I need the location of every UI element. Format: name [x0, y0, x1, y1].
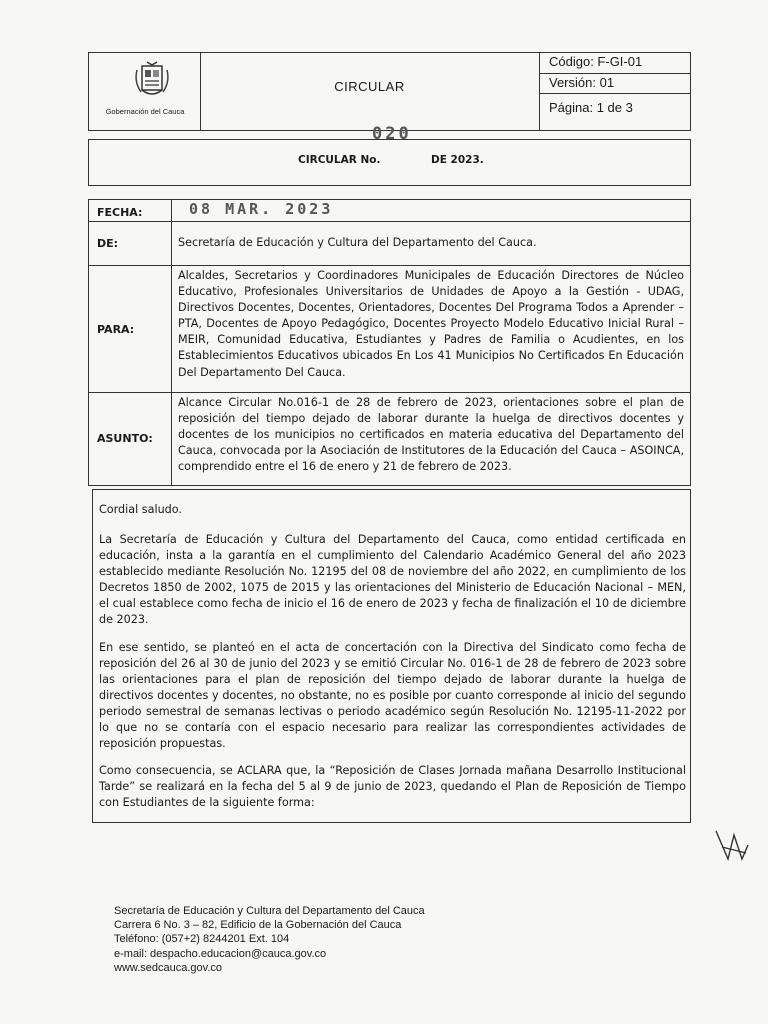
fecha-label: FECHA:	[97, 206, 143, 219]
footer-website: www.sedcauca.gov.co	[114, 961, 223, 974]
asunto-value: Alcance Circular No.016-1 de 28 de febrero de 2023, orientaciones sobre el plan de reposición del tiempo dejado de laborar durante la huelga de directivos docentes y docentes de los municipios no certificados en materia educativa del Departamento del Cauca, convocada por la Asociación de Institutores de la Educación del Cauca – ASOINCA, comprendido entre el 16 de enero y 21 de febrero de 2023.	[178, 396, 684, 474]
para-label: PARA:	[97, 323, 135, 336]
paragraph-1: La Secretaría de Educación y Cultura del Departamento del Cauca, como entidad certificada en educación, insta a la garantía en el cumplimiento del Calendario Académico General del año 2023 establecido mediante Resolución No. 12195 del 08 de noviembre del año 2022, en cumplimiento de los Decretos 1850 de 2002, 1075 de 2015 y las orientaciones del Ministerio de Educación Nacional – MEN, el cual establece como fecha de inicio el 16 de enero de 2023 y fecha de finalización el 10 de diciembre de 2023.	[99, 533, 686, 626]
header-fields-table	[88, 199, 691, 486]
greeting: Cordial saludo.	[99, 503, 182, 516]
circular-number-box	[88, 139, 691, 186]
document-type-title: CIRCULAR	[334, 79, 405, 94]
fecha-date-stamp: 08 MAR. 2023	[189, 200, 334, 218]
circular-no-label: CIRCULAR No.	[298, 154, 381, 166]
coat-of-arms-icon	[133, 60, 171, 100]
logo-caption: Gobernación del Cauca	[105, 107, 185, 116]
de-label: DE:	[97, 237, 119, 250]
asunto-label: ASUNTO:	[97, 432, 153, 445]
document-footer	[114, 904, 425, 975]
circular-year-label: DE 2023.	[431, 154, 484, 166]
circular-number-stamp: 020	[372, 124, 412, 144]
footer-office: Secretaría de Educación y Cultura del Departamento del Cauca	[114, 905, 425, 917]
document-header	[88, 52, 691, 131]
para-value: Alcaldes, Secretarios y Coordinadores Municipales de Educación Directores de Núcleo Educativo, Profesionales Universitarios de Unidades de Apoyo a la Gestión - UDAG, Directivos Docentes, Docentes, Orientadores, Docentes Del Programa Todos a Aprender – PTA, Docentes de Apoyo Pedagógico, Docentes Proyecto Modelo Educativo Inicial Rural – MEIR, Comunidad Educativa, Estudiantes y Padres de Familia o Acudientes, en los Establecimientos Educativos ubicados En Los 41 Municipios No Certificados En Educación Del Departamento Del Cauca.	[178, 269, 684, 379]
de-value: Secretaría de Educación y Cultura del Departamento del Cauca.	[178, 236, 537, 249]
footer-address: Carrera 6 No. 3 – 82, Edificio de la Gobernación del Cauca	[114, 919, 402, 932]
paragraph-3: Como consecuencia, se ACLARA que, la “Reposición de Clases Jornada mañana Desarrollo Institucional Tarde” se realizará en la fecha del 5 al 9 de junio de 2023, quedando el Plan de Reposición de Tiempo con Estudiantes de la siguiente forma:	[99, 764, 686, 809]
circular-body	[92, 489, 691, 823]
initials-signature	[712, 825, 752, 865]
footer-phone: Teléfono: (057+2) 8244201 Ext. 104	[114, 933, 290, 946]
paragraph-2: En ese sentido, se planteó en el acta de concertación con la Directiva del Sindicato como fecha de reposición del 26 al 30 de junio del 2023 y se emitió Circular No. 016-1 de 28 de febrero de 2023 sobre las orientaciones para el plan de reposición del tiempo dejado de laborar durante la huelga de directivos docentes y docentes, no obstante, no es posible por cuanto corresponde al inicio del segundo periodo semestral de semanas lectivas o periodo académico según Resolución No. 12195-11-2022 por lo que no se contaría con el espacio necesario para realizar las correspondientes actividades de reposición propuestas.	[99, 641, 686, 750]
page-number: Página: 1 de 3	[549, 100, 633, 115]
document-code: Código: F-GI-01	[549, 54, 643, 69]
document-version: Versión: 01	[549, 75, 615, 90]
footer-email: e-mail: despacho.educacion@cauca.gov.co	[114, 947, 327, 960]
